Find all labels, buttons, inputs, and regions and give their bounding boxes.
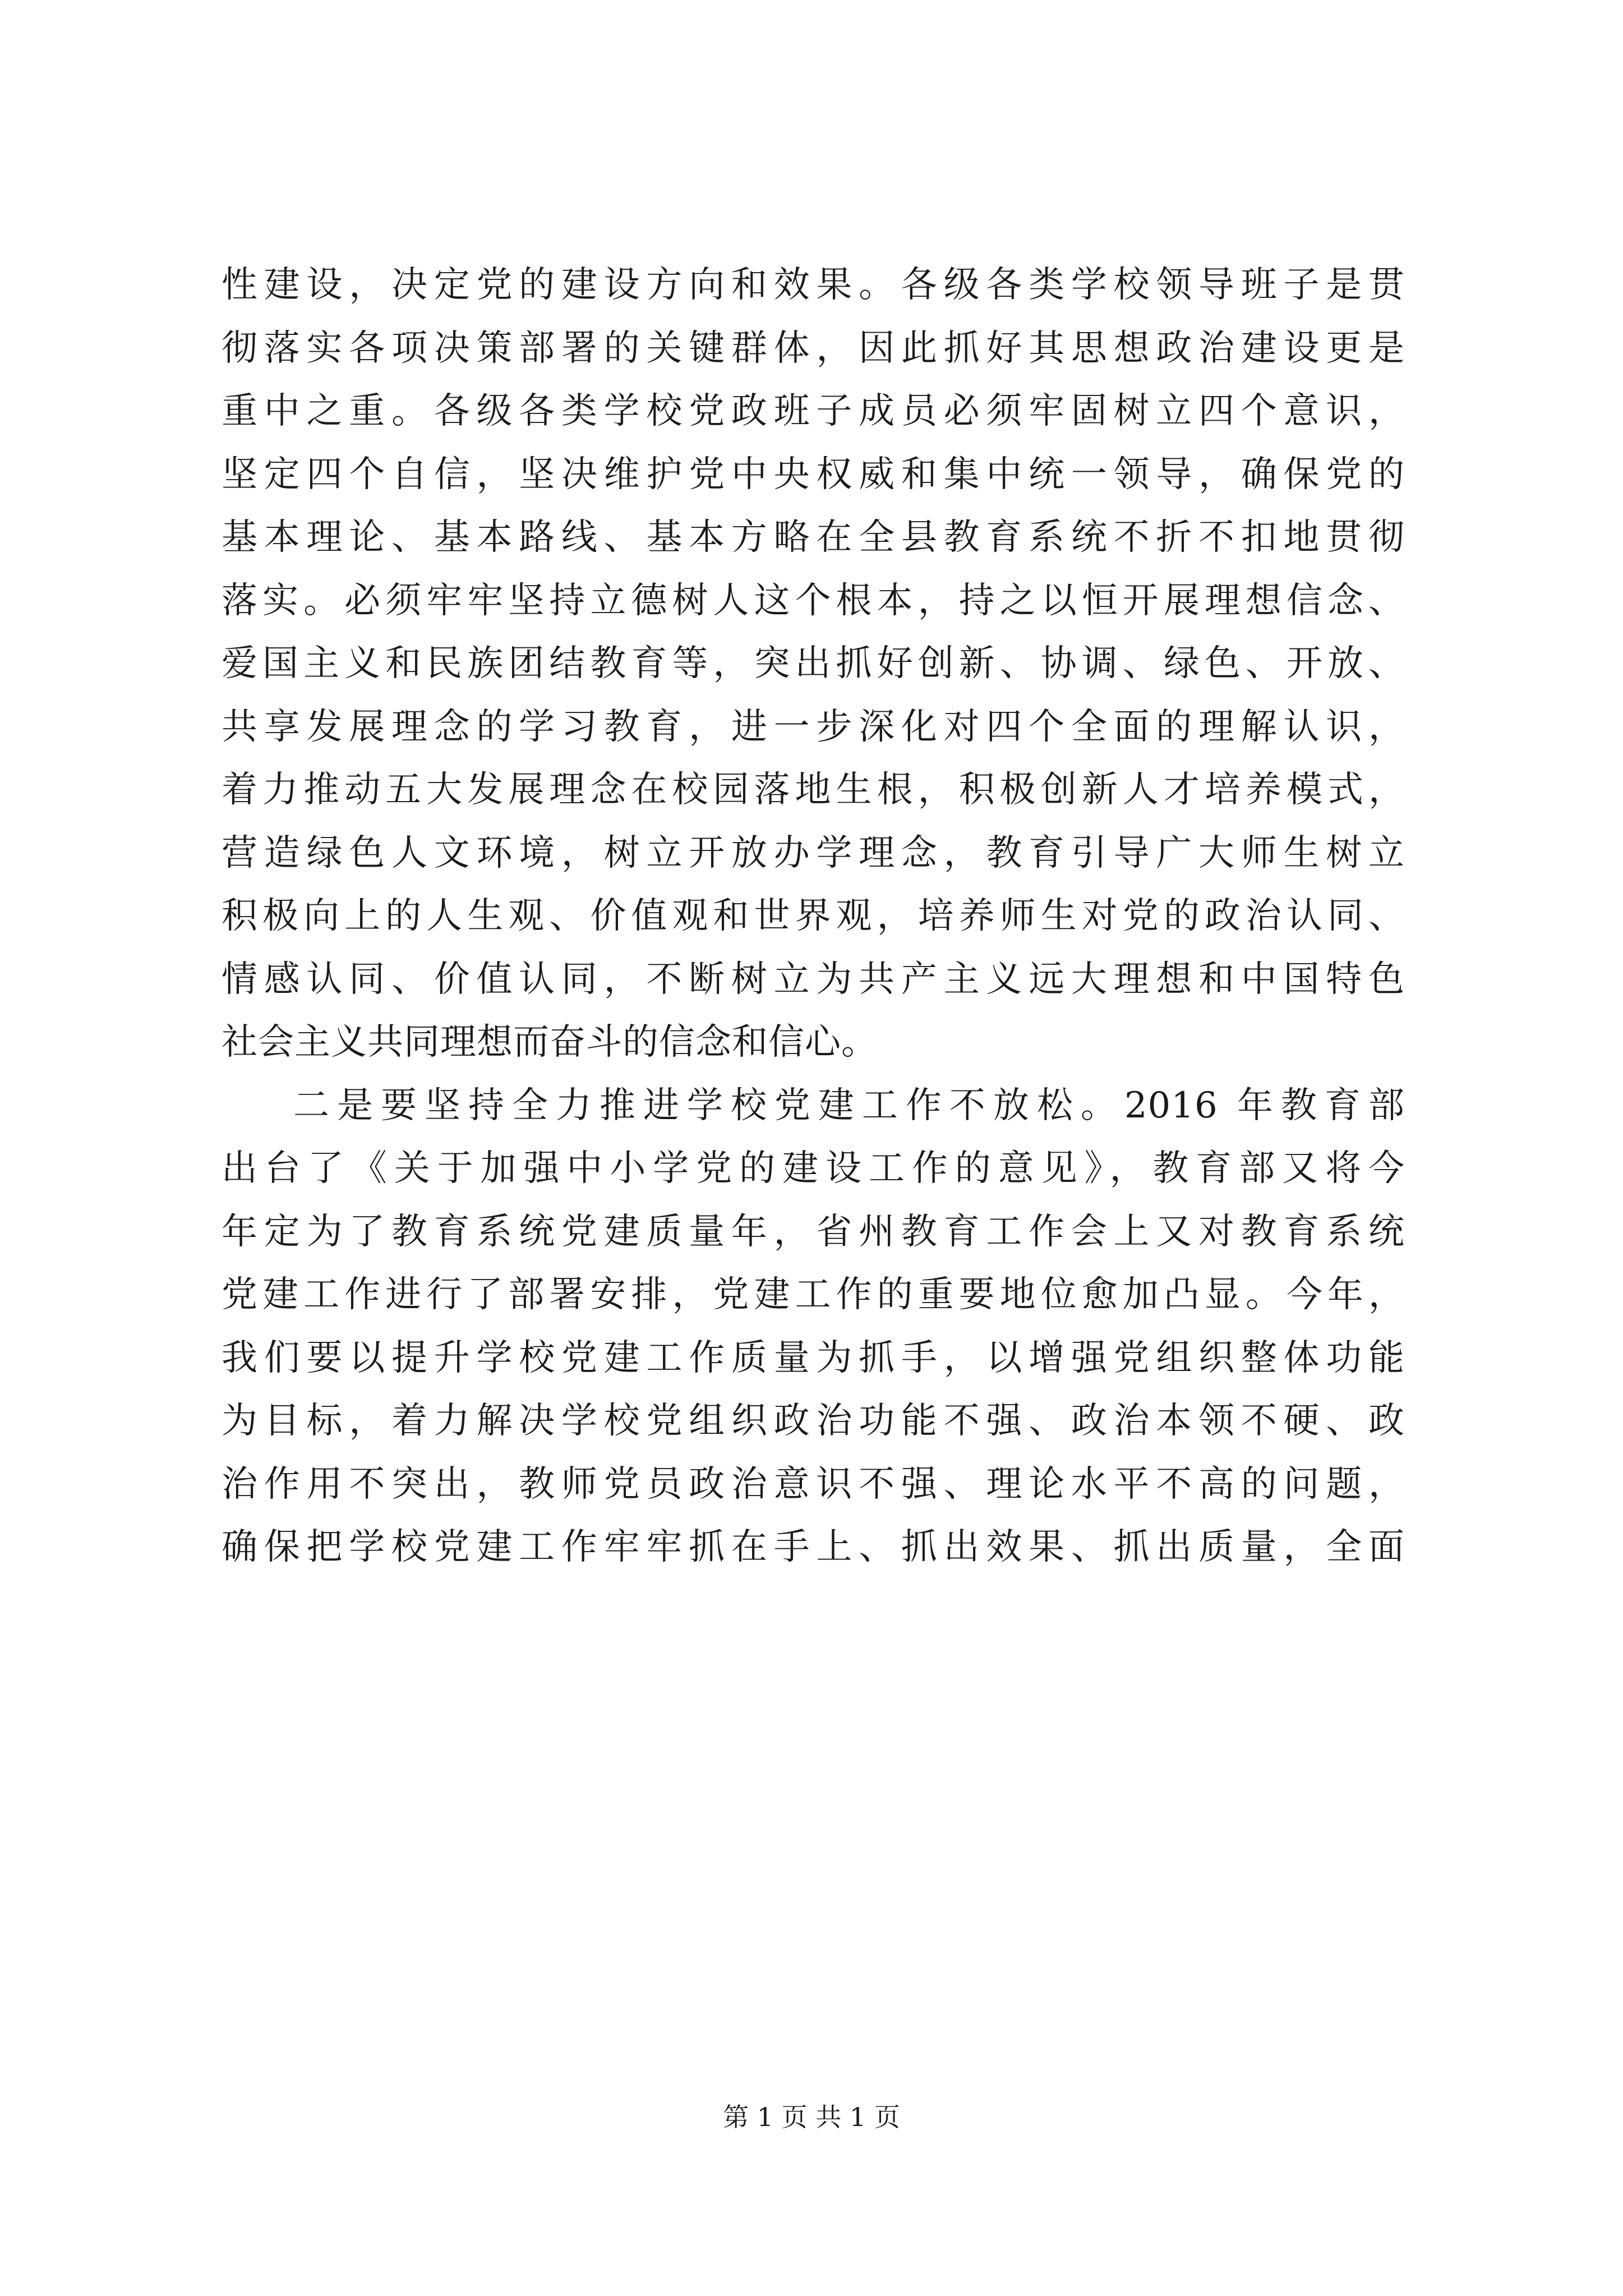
text-line: 彻落实各项决策部署的关键群体，因此抓好其思想政治建设更是 (222, 327, 1405, 369)
body-text (222, 254, 1405, 1579)
text-line: 落实。必须牢牢坚持立德树人这个根本，持之以恒开展理想信念、 (222, 579, 1405, 622)
text-line: 性建设，决定党的建设方向和效果。各级各类学校领导班子是贯 (222, 264, 1405, 306)
paragraph-start-line: 二是要坚持全力推进学校党建工作不放松。2016 年教育部 (293, 1084, 1405, 1126)
text-line: 出台了《关于加强中小学党的建设工作的意见》，教育部又将今 (222, 1148, 1405, 1189)
text-line: 重中之重。各级各类学校党政班子成员必须牢固树立四个意识， (222, 390, 1405, 432)
text-line: 我们要以提升学校党建工作质量为抓手，以增强党组织整体功能 (222, 1337, 1405, 1379)
page-number-footer: 第 1 页 共 1 页 (723, 2102, 900, 2132)
text-line: 情感认同、价值认同，不断树立为共产主义远大理想和中国特色 (222, 958, 1405, 1000)
text-line: 共享发展理念的学习教育，进一步深化对四个全面的理解认识， (222, 706, 1405, 748)
text-line: 党建工作进行了部署安排，党建工作的重要地位愈加凸显。今年， (222, 1274, 1405, 1315)
text-line: 爱国主义和民族团结教育等，突出抓好创新、协调、绿色、开放、 (222, 643, 1405, 684)
text-line: 确保把学校党建工作牢牢抓在手上、抓出效果、抓出质量，全面 (222, 1526, 1405, 1568)
text-line: 积极向上的人生观、价值观和世界观，培养师生对党的政治认同、 (222, 895, 1405, 937)
text-line: 治作用不突出，教师党员政治意识不强、理论水平不高的问题， (222, 1463, 1405, 1505)
text-line: 着力推动五大发展理念在校园落地生根，积极创新人才培养模式， (222, 769, 1405, 811)
paragraph-end-line: 社会主义共同理想而奋斗的信念和信心。 (222, 1022, 878, 1063)
text-line: 基本理论、基本路线、基本方略在全县教育系统不折不扣地贯彻 (222, 517, 1405, 558)
text-line: 坚定四个自信，坚决维护党中央权威和集中统一领导，确保党的 (222, 453, 1405, 495)
text-line: 为目标，着力解决学校党组织政治功能不强、政治本领不硬、政 (222, 1400, 1405, 1442)
text-line: 营造绿色人文环境，树立开放办学理念，教育引导广大师生树立 (222, 832, 1405, 874)
text-line: 年定为了教育系统党建质量年，省州教育工作会上又对教育系统 (222, 1211, 1405, 1253)
